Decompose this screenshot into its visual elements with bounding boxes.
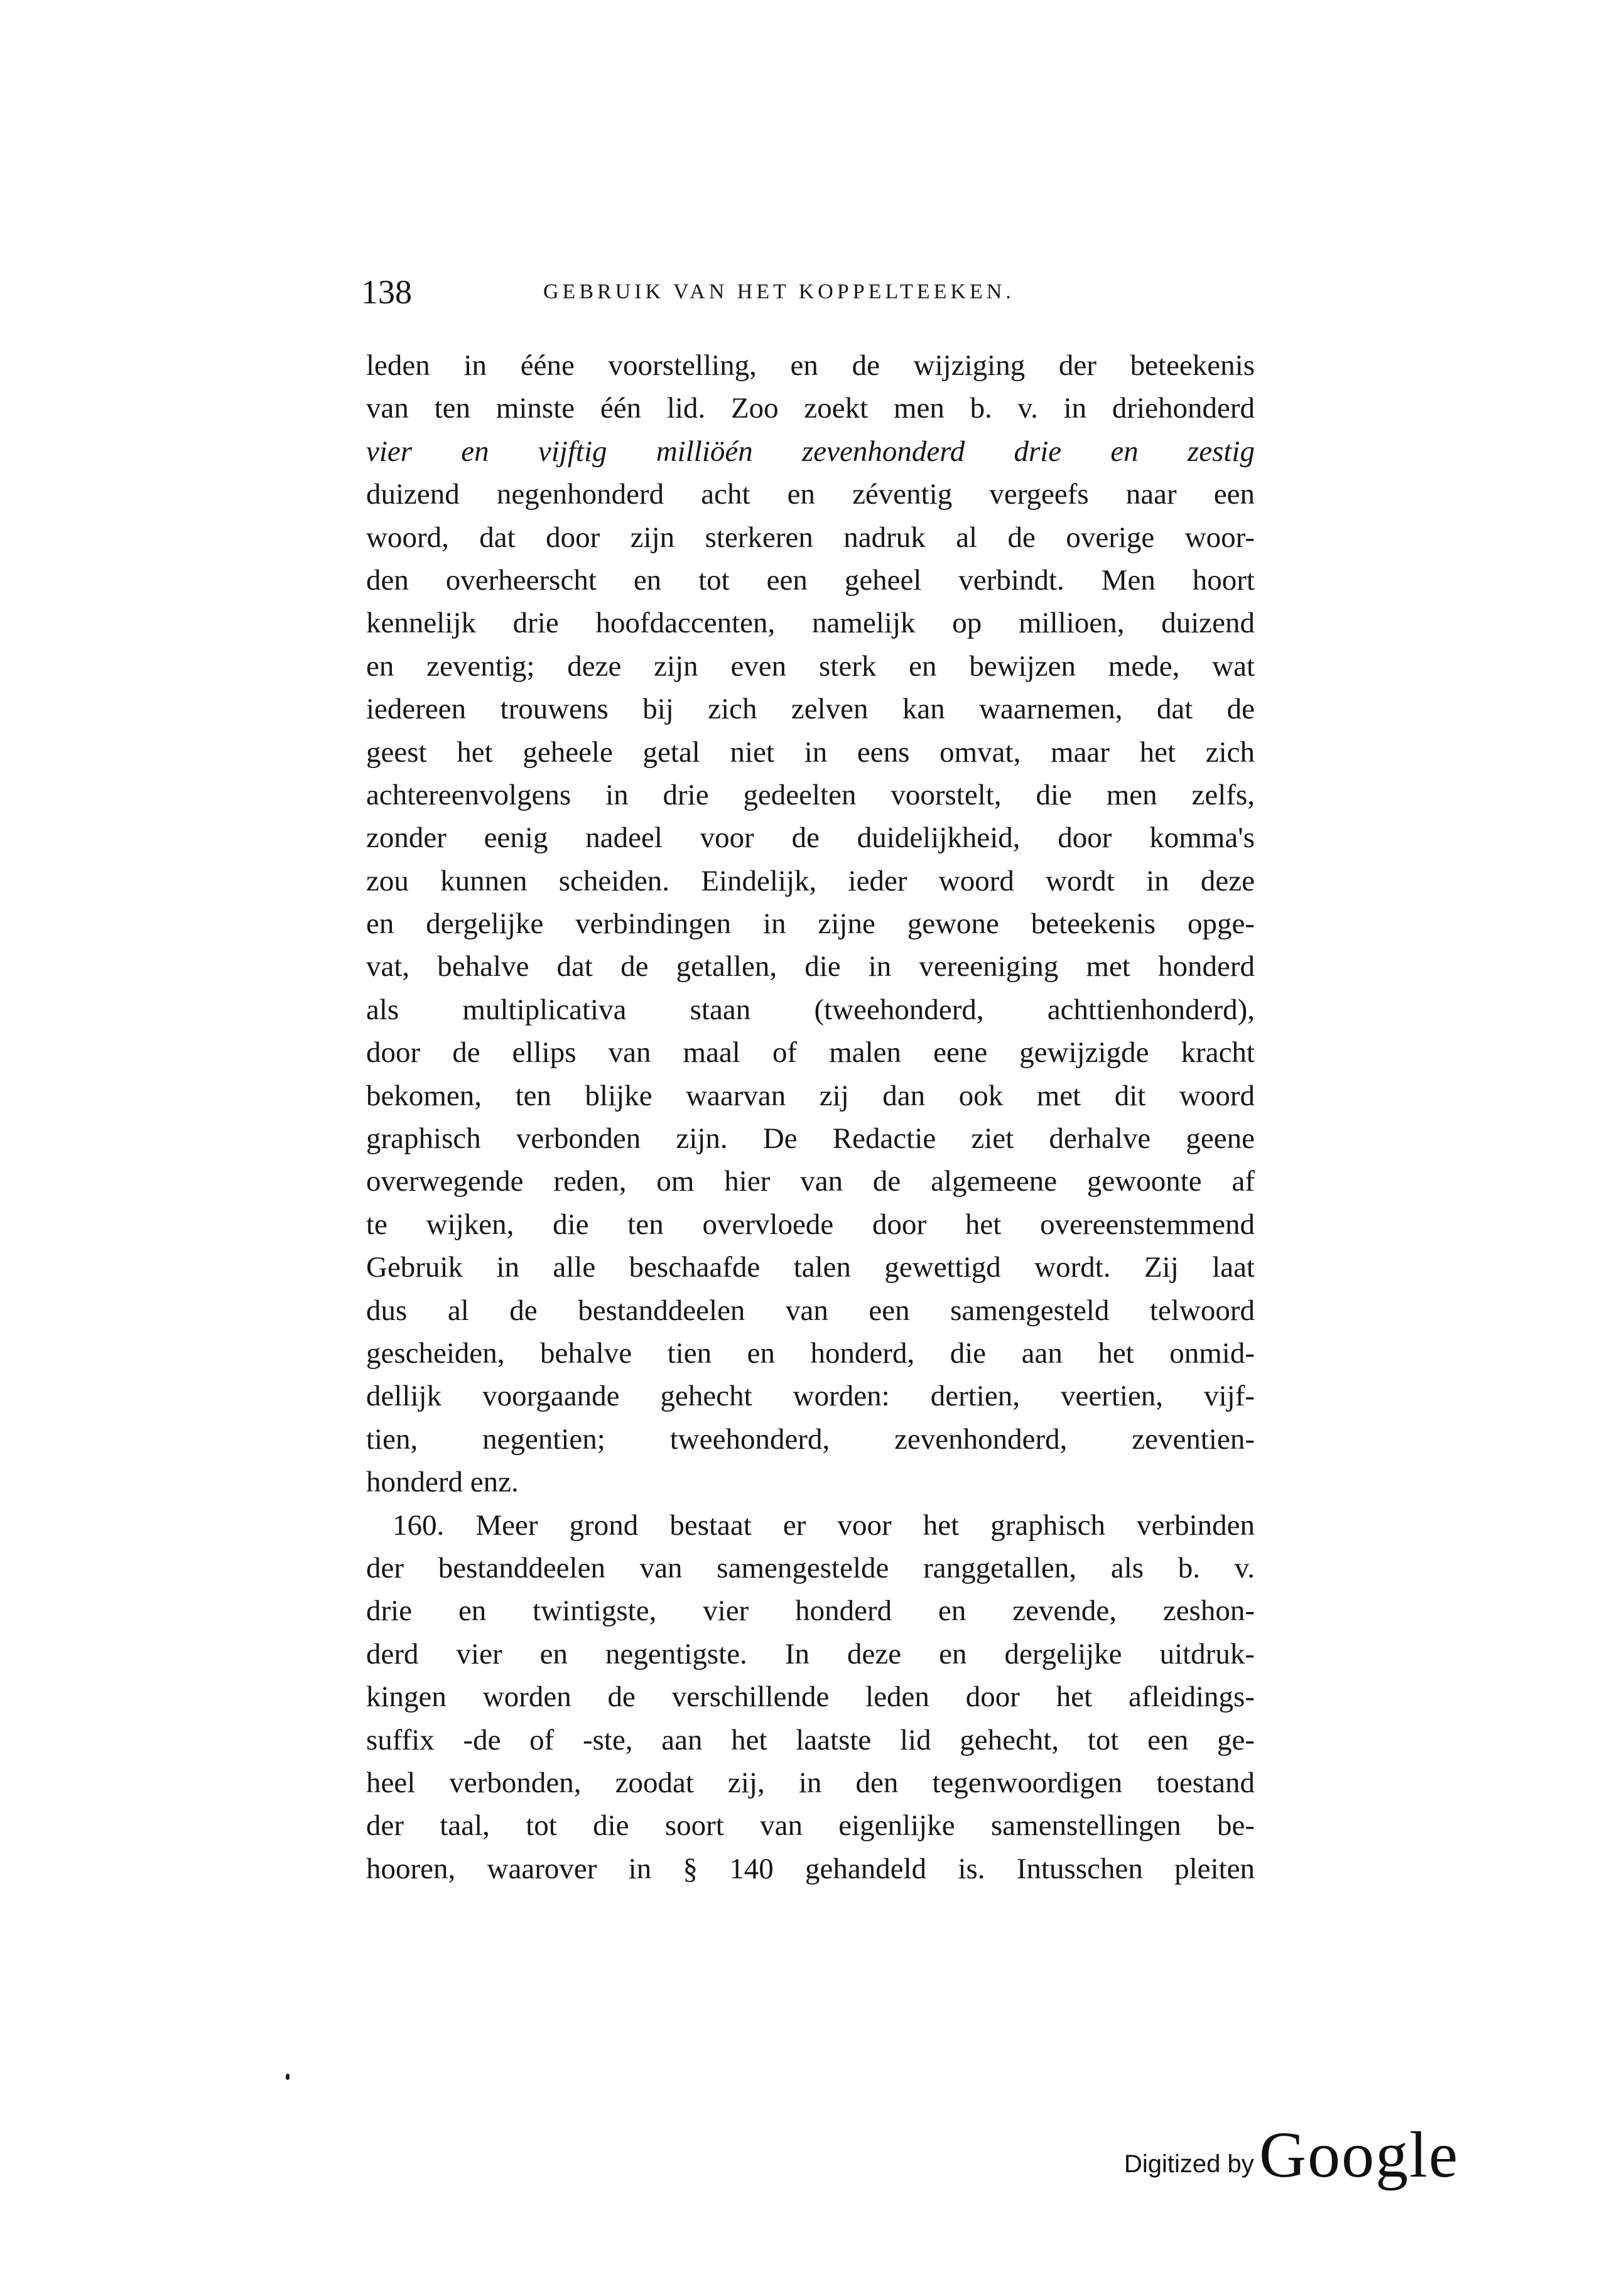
text-line: zou kunnen scheiden. Eindelijk, ieder woord wordt in deze	[366, 864, 1255, 897]
text-line: duizend negenhonderd acht en zéventig vergeefs naar een	[366, 478, 1255, 511]
text-line: Gebruik in alle beschaafde talen gewettigd wordt. Zij laat	[366, 1251, 1255, 1284]
text-line: bekomen, ten blijke waarvan zij dan ook met dit woord	[366, 1079, 1255, 1112]
text-line: derd vier en negentigste. In deze en dergelijke uitdruk-	[366, 1637, 1255, 1670]
text-line: der bestanddeelen van samengestelde ranggetallen, als b. v.	[366, 1551, 1255, 1584]
text-line: 160. Meer grond bestaat er voor het graphisch verbinden	[392, 1508, 1255, 1542]
text-line: vat, behalve dat de getallen, die in vereeniging met honderd	[366, 950, 1255, 983]
text-line: dus al de bestanddeelen van een samengesteld telwoord	[366, 1294, 1255, 1327]
page-header	[361, 267, 1259, 317]
text-line: hooren, waarover in § 140 gehandeld is. Intusschen pleiten	[366, 1852, 1255, 1885]
text-line: gescheiden, behalve tien en honderd, die aan het onmid-	[366, 1336, 1255, 1370]
text-line: woord, dat door zijn sterkeren nadruk al de overige woor-	[366, 521, 1255, 554]
text-line: kingen worden de verschillende leden door het afleidings-	[366, 1680, 1255, 1714]
text-line: dellijk voorgaande gehecht worden: dertien, veertien, vijf-	[366, 1380, 1255, 1413]
text-line: tien, negentien; tweehonderd, zevenhonderd, zeventien-	[366, 1422, 1255, 1456]
text-line: van ten minste één lid. Zoo zoekt men b. v. in driehonderd	[366, 392, 1255, 425]
text-line: leden in ééne voorstelling, en de wijziging der beteekenis	[366, 349, 1255, 382]
text-line: zonder eenig nadeel voor de duidelijkheid, door komma's	[366, 821, 1255, 855]
text-line: te wijken, die ten overvloede door het overeenstemmend	[366, 1208, 1255, 1241]
text-line: als multiplicativa staan (tweehonderd, achttienhonderd),	[366, 993, 1255, 1026]
digitized-by-label: Digitized by	[1124, 2150, 1254, 2178]
text-line: suffix -de of -ste, aan het laatste lid gehecht, tot een ge-	[366, 1723, 1255, 1756]
text-line: iedereen trouwens bij zich zelven kan waarnemen, dat de	[366, 693, 1255, 726]
text-line: overwegende reden, om hier van de algemeene gewoonte af	[366, 1165, 1255, 1198]
text-line: heel verbonden, zoodat zij, in den tegenwoordigen toestand	[366, 1766, 1255, 1799]
text-line: en dergelijke verbindingen in zijne gewone beteekenis opge-	[366, 907, 1255, 941]
text-line: geest het geheele getal niet in eens omvat, maar het zich	[366, 735, 1255, 769]
ink-speck	[286, 2074, 290, 2080]
text-line: graphisch verbonden zijn. De Redactie ziet derhalve geene	[366, 1122, 1255, 1155]
google-logo: Google	[1259, 2119, 1459, 2191]
text-line: achtereenvolgens in drie gedeelten voorstelt, die men zelfs,	[366, 778, 1255, 811]
text-line: honderd enz.	[366, 1466, 519, 1499]
text-line: vier en vijftig milliöén zevenhonderd drie en zestig	[366, 435, 1255, 468]
text-line: kennelijk drie hoofdaccenten, namelijk op millioen, duizend	[366, 607, 1255, 640]
text-line: der taal, tot die soort van eigenlijke samenstellingen be-	[366, 1809, 1255, 1843]
text-line: drie en twintigste, vier honderd en zevende, zeshon-	[366, 1594, 1255, 1628]
running-title: GEBRUIK VAN HET KOPPELTEEKEN.	[543, 280, 1015, 303]
text-line: door de ellips van maal of malen eene gewijzigde kracht	[366, 1036, 1255, 1069]
body-text	[366, 344, 1255, 1890]
text-line: en zeventig; deze zijn even sterk en bewijzen mede, wat	[366, 649, 1255, 683]
page-number: 138	[361, 273, 412, 311]
text-line: den overheerscht en tot een geheel verbindt. Men hoort	[366, 563, 1255, 597]
digitized-by-watermark	[1124, 2119, 1476, 2198]
